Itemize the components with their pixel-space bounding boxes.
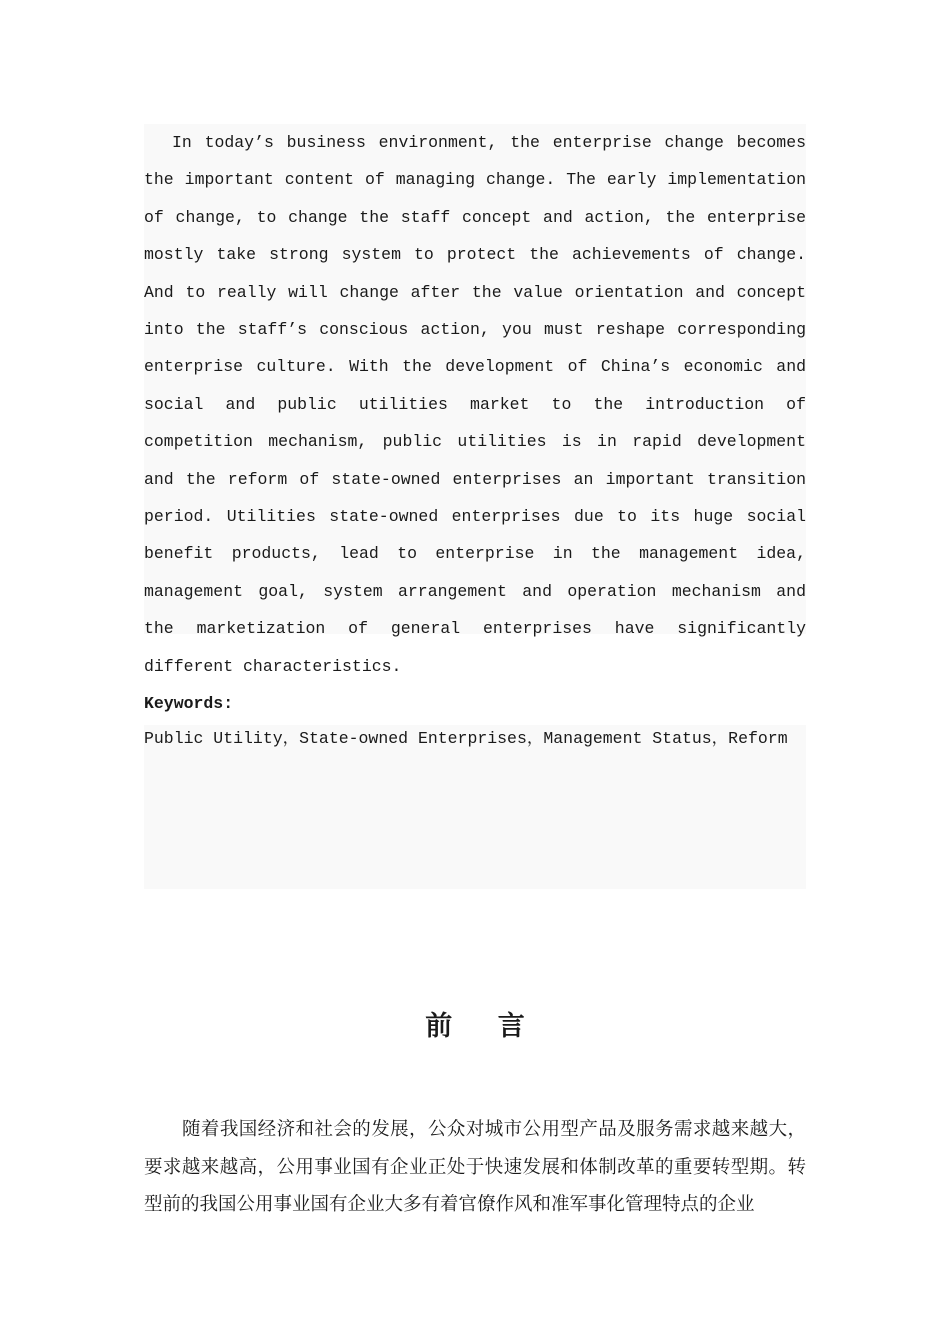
keywords-label: Keywords:: [144, 694, 234, 713]
keywords-text: Public Utility，State-owned Enterprises，Management Status，Reform: [144, 725, 806, 889]
abstract-paragraph: In today’s business environment, the enterprise change becomes the important content of managing change. The early implementation of change, to change the staff concept and action, the enterprise mostly take strong system to protect the achievements of change. And to really will change after the value orientation and concept into the staff’s conscious action, you must reshape corresponding enterprise culture. With the development of China’s economic and social and public utilities market to the introduction of competition mechanism, public utilities is in rapid development and the reform of state-owned enterprises an important transition period. Utilities state-owned enterprises due to its huge social benefit products, lead to enterprise in the management idea, management goal, system arrangement and operation mechanism and the marketization of general enterprises have significantly different characteristics.: [144, 124, 806, 634]
foreword-paragraph: 随着我国经济和社会的发展，公众对城市公用型产品及服务需求越来越大，要求越来越高，公用事业国有企业正处于快速发展和体制改革的重要转型期。转型前的我国公用事业国有企业大多有着官僚作风和准军事化管理特点的企业: [144, 1119, 806, 1215]
section-heading: 前 言: [425, 1011, 543, 1042]
